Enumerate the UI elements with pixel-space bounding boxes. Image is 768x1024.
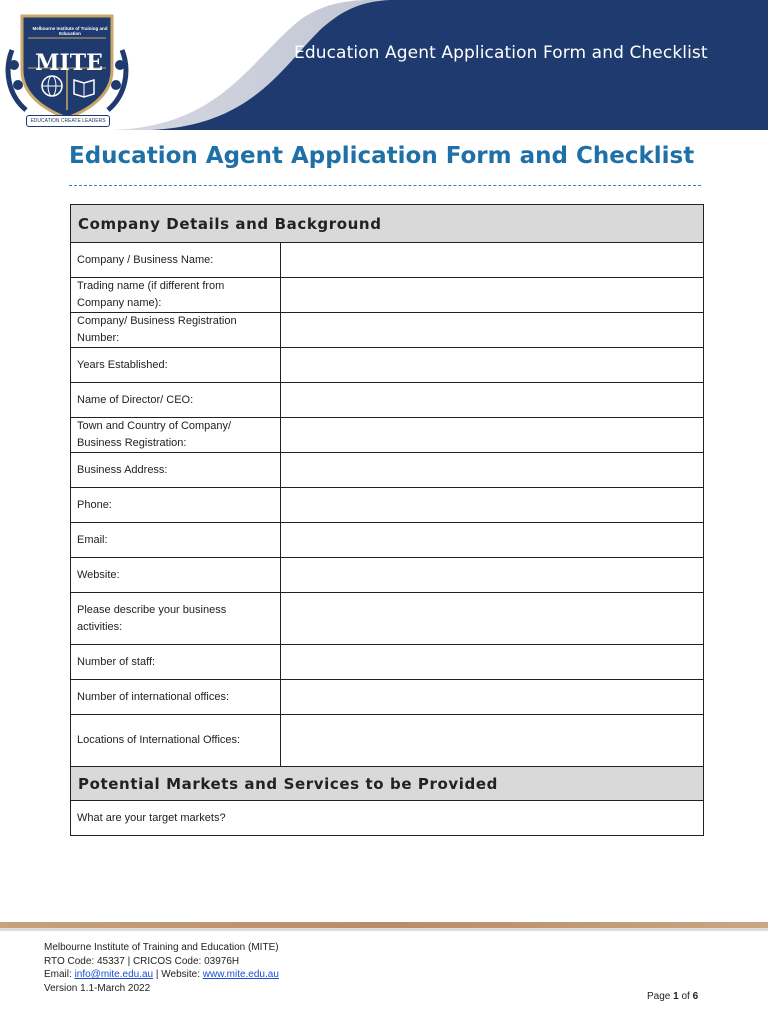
page-total: 6 <box>692 991 699 1002</box>
field-label: Company/ Business Registration Number: <box>71 313 281 347</box>
international-offices-count-field[interactable] <box>281 680 703 714</box>
field-label: Company / Business Name: <box>71 243 281 277</box>
section-heading-company: Company Details and Background <box>71 205 703 243</box>
form-row <box>71 801 703 835</box>
page-of: of <box>678 991 693 1002</box>
field-label: Name of Director/ CEO: <box>71 383 281 417</box>
form-row <box>71 680 703 715</box>
application-form <box>70 204 704 836</box>
form-row <box>71 278 703 313</box>
footer-version: Version 1.1-March 2022 <box>44 982 151 994</box>
form-row <box>71 418 703 453</box>
field-label: Number of international offices: <box>71 680 281 714</box>
form-row <box>71 383 703 418</box>
banner-title: Education Agent Application Form and Checklist <box>294 43 708 63</box>
footer-codes: RTO Code: 45337 | CRICOS Code: 03976H <box>44 955 240 967</box>
email-field[interactable] <box>281 523 703 557</box>
target-markets-field[interactable]: What are your target markets? <box>77 812 226 824</box>
field-label: Trading name (if different from Company name): <box>71 278 281 312</box>
header-banner <box>0 0 768 130</box>
field-label: Locations of International Offices: <box>71 715 281 766</box>
international-offices-locations-field[interactable] <box>281 715 703 766</box>
page-prefix: Page <box>647 991 674 1002</box>
registration-number-field[interactable] <box>281 313 703 347</box>
title-divider <box>69 185 701 186</box>
footer-info <box>44 941 279 995</box>
form-row <box>71 488 703 523</box>
company-name-field[interactable] <box>281 243 703 277</box>
form-row <box>71 645 703 680</box>
page-number <box>647 991 698 1002</box>
form-row <box>71 593 703 645</box>
form-row <box>71 348 703 383</box>
footer-bar <box>0 922 768 932</box>
email-prefix: Email: <box>44 969 75 980</box>
logo-text: MITE <box>35 50 103 76</box>
mite-logo <box>4 10 130 128</box>
form-row <box>71 243 703 278</box>
page-title: Education Agent Application Form and Checklist <box>69 143 695 169</box>
field-label: Years Established: <box>71 348 281 382</box>
email-link[interactable]: info@mite.edu.au <box>74 969 154 980</box>
number-of-staff-field[interactable] <box>281 645 703 679</box>
logo-ribbon: EDUCATION CREATE LEADERS <box>26 115 110 127</box>
field-label: Website: <box>71 558 281 592</box>
form-row <box>71 453 703 488</box>
years-established-field[interactable] <box>281 348 703 382</box>
phone-field[interactable] <box>281 488 703 522</box>
business-activities-field[interactable] <box>281 593 703 644</box>
field-label: Please describe your business activities: <box>71 593 281 644</box>
field-label: Email: <box>71 523 281 557</box>
director-name-field[interactable] <box>281 383 703 417</box>
registration-location-field[interactable] <box>281 418 703 452</box>
form-row <box>71 715 703 767</box>
website-prefix: | Website: <box>153 969 203 980</box>
logo-arc-text: Melbourne Institute of Training and Education <box>32 26 108 36</box>
form-row <box>71 313 703 348</box>
footer-contact <box>44 968 279 982</box>
field-label: Town and Country of Company/ Business Registration: <box>71 418 281 452</box>
field-label: Phone: <box>71 488 281 522</box>
section-heading-markets: Potential Markets and Services to be Provided <box>71 767 703 801</box>
field-label: Business Address: <box>71 453 281 487</box>
form-row <box>71 558 703 593</box>
footer-org: Melbourne Institute of Training and Education (MITE) <box>44 942 279 953</box>
page-current: 1 <box>673 991 679 1002</box>
website-field[interactable] <box>281 558 703 592</box>
form-row <box>71 523 703 558</box>
business-address-field[interactable] <box>281 453 703 487</box>
field-label: Number of staff: <box>71 645 281 679</box>
trading-name-field[interactable] <box>281 278 703 312</box>
website-link[interactable]: www.mite.edu.au <box>202 969 279 980</box>
